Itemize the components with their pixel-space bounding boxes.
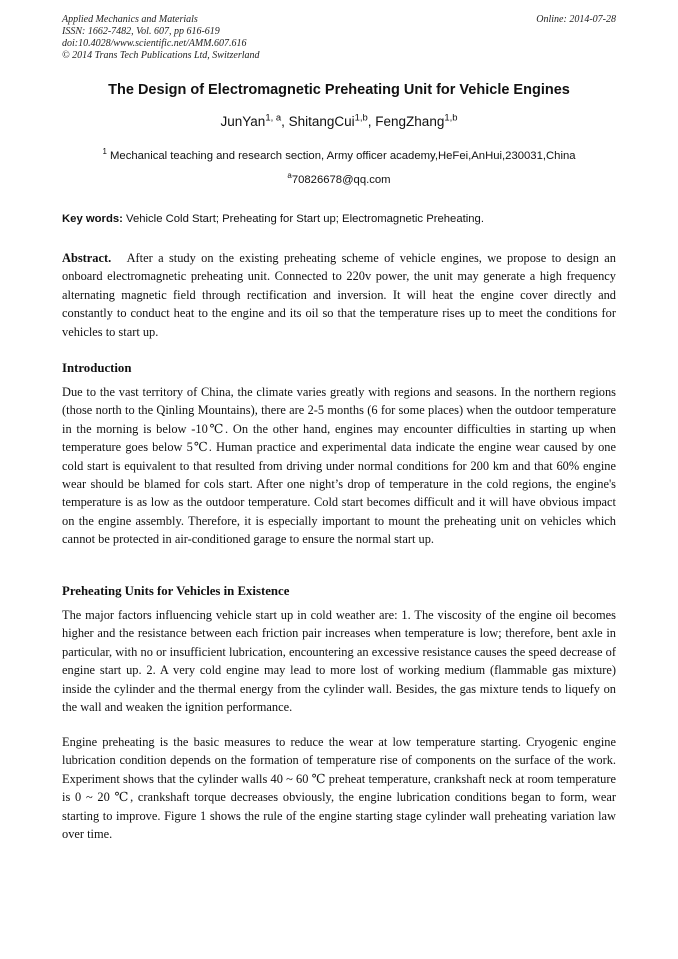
author-name: JunYan bbox=[220, 114, 266, 129]
keywords bbox=[62, 213, 616, 225]
journal-header bbox=[62, 14, 616, 62]
author-name: ShitangCui bbox=[288, 114, 355, 129]
doi-line: doi:10.4028/www.scientific.net/AMM.607.616 bbox=[62, 38, 247, 49]
affiliation-mark: 1 bbox=[102, 147, 107, 157]
email-mark: a bbox=[287, 171, 292, 181]
author-separator: , bbox=[367, 114, 376, 129]
preheating-paragraph-2: Engine preheating is the basic measures to reduce the wear at low temperature starting. Cryogenic engine lubrication condition depends on the formation of temperature rise of components on the surface of the work. Experiment shows that the cylinder walls 40 ~ 60 ℃ preheat temperature, crankshaft neck at room temperature is 0 ~ 20 ℃, crankshaft torque decreases obviously, the engine lubrication conditions began to form, wear starting to improve. Figure 1 shows the rule of the engine starting stage cylinder wall preheating variation law over time. bbox=[62, 735, 616, 842]
section-heading-introduction: Introduction bbox=[62, 361, 132, 375]
author-affiliation-mark: 1, a bbox=[265, 112, 282, 124]
journal-name: Applied Mechanics and Materials bbox=[62, 14, 198, 25]
section-heading-preheating-units: Preheating Units for Vehicles in Existence bbox=[62, 584, 290, 598]
affiliation-text: Mechanical teaching and research section, Army officer academy,HeFei,AnHui,230031,China bbox=[110, 150, 576, 162]
author-separator: , bbox=[281, 114, 289, 129]
online-date: Online: 2014-07-28 bbox=[536, 14, 616, 25]
abstract-label: Abstract. bbox=[62, 251, 112, 265]
author-name: FengZhang bbox=[375, 114, 445, 129]
abstract-text: After a study on the existing preheating scheme of vehicle engines, we propose to design an onboard electromagnetic preheating unit. Connected to 220v power, the unit may generate a high frequency alternating magnetic field through rectification and inversion. It will heat the engine cover directly and constantly to conduct heat to the engine and its oil so that the temperature rises up to meet the conditions for vehicles to start up. bbox=[62, 251, 616, 339]
author-list bbox=[40, 114, 638, 129]
author-email bbox=[40, 171, 638, 186]
preheating-paragraph-1: The major factors influencing vehicle start up in cold weather are: 1. The viscosity of the engine oil becomes higher and the resistance between each friction pair increases when temperature is low; therefore, bent axle in particular, with no or insufficient lubrication, encountering an excessive resistance causes the speed decrease of engine start up. 2. A very cold engine may lead to more lost of working medium (flammable gas mixture) inside the cylinder and the thermal energy from the cylinder wall. Besides, the gas mixture tends to liquefy on the wall and weaken the ignition performance. bbox=[62, 608, 616, 715]
author-affiliation-mark: 1,b bbox=[444, 112, 458, 124]
author-affiliation-mark: 1,b bbox=[354, 112, 368, 124]
paper-title: The Design of Electromagnetic Preheating Unit for Vehicle Engines bbox=[108, 82, 570, 98]
email-address: 70826678@qq.com bbox=[291, 174, 391, 186]
copyright-line: © 2014 Trans Tech Publications Ltd, Switzerland bbox=[62, 50, 260, 61]
keywords-label: Key words: bbox=[62, 213, 123, 225]
issn-line: ISSN: 1662-7482, Vol. 607, pp 616-619 bbox=[62, 26, 220, 37]
keywords-text: Vehicle Cold Start; Preheating for Start up; Electromagnetic Preheating. bbox=[126, 213, 484, 225]
abstract bbox=[62, 249, 616, 341]
introduction-paragraph: Due to the vast territory of China, the climate varies greatly with regions and seasons. In the northern regions (those north to the Qinling Mountains), there are 2-5 months (6 for some places) when the outdoor temperature in the morning is below -10℃. On the other hand, engines may encounter difficulties in starting up when temperature goes below 5℃. Human practice and experimental data indicate the engine wear caused by one cold start is equivalent to that resulted from driving under normal conditions for 200 km and that 60% engine wear should be blamed for cols start. After one night’s drop of temperature in the cold regions, the engine's temperature is as low as the outdoor temperature. Cold start becomes difficult and it will have obvious impact on the engine assembly. Therefore, it is especially important to mount the preheating unit on vehicles which cannot be protected in air-conditioned garage to ensure the normal start up. bbox=[62, 385, 616, 547]
affiliation bbox=[40, 147, 638, 162]
